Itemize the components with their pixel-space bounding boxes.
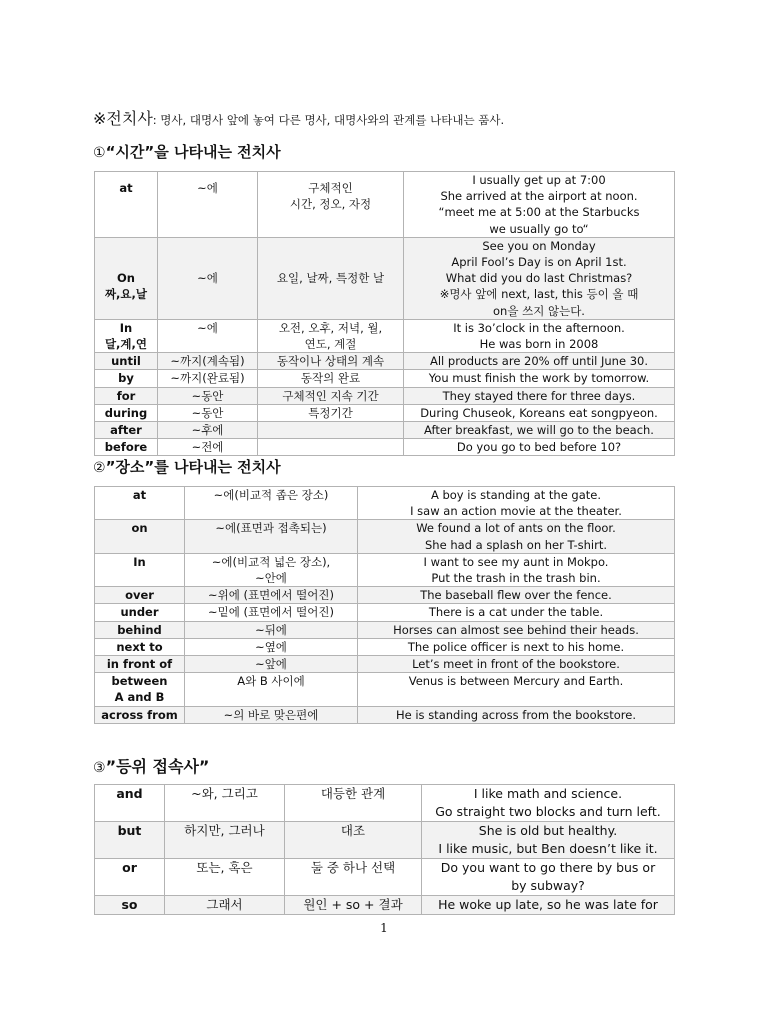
- example-cell: [404, 404, 675, 421]
- preposition-cell: [95, 553, 185, 586]
- intro-text: : 명사, 대명사 앞에 놓여 다른 명사, 대명사와의 관계를 나타내는 품사.: [152, 113, 505, 127]
- table-row: [95, 621, 675, 638]
- example-cell: [404, 422, 675, 439]
- table-row: [95, 439, 675, 456]
- place-prepositions-table: [94, 486, 675, 724]
- example-cell: [358, 604, 675, 621]
- section3-number: ③: [93, 760, 106, 776]
- example-cell: [358, 656, 675, 673]
- table-row: [95, 822, 675, 859]
- example-line: During Chuseok, Koreans eat songpyeon.: [420, 405, 658, 420]
- table-row: [95, 656, 675, 673]
- example-line: April Fool’s Day is on April 1st.: [451, 255, 627, 270]
- preposition-word: A and B: [114, 690, 165, 705]
- conjunction-cell: [95, 896, 165, 915]
- meaning-cell: [185, 706, 358, 723]
- meaning-line: ~앞에: [255, 657, 287, 672]
- usage-line: 연도, 계절: [304, 337, 357, 352]
- table-row: [95, 859, 675, 896]
- example-line: ※명사 앞에 next, last, this 등이 올 때: [439, 287, 639, 302]
- table-row: [95, 604, 675, 621]
- usage-line: 요일, 날짜, 특정한 날: [276, 270, 385, 285]
- usage-cell: [285, 896, 422, 915]
- section2-heading: [93, 456, 281, 477]
- table-row: [95, 706, 675, 723]
- meaning-text: ~와, 그리고: [191, 786, 258, 801]
- usage-line: 동작의 완료: [300, 371, 361, 386]
- preposition-word: for: [116, 388, 136, 403]
- preposition-cell: [95, 587, 185, 604]
- meaning-cell: [185, 587, 358, 604]
- meaning-cell: [185, 656, 358, 673]
- meaning-cell: [165, 859, 285, 896]
- example-line: by subway?: [511, 878, 585, 893]
- meaning-line: ~옆에: [255, 639, 287, 654]
- example-line: It is 3o’clock in the afternoon.: [453, 320, 625, 335]
- meaning-cell: [185, 553, 358, 586]
- example-cell: [358, 706, 675, 723]
- example-line: He was born in 2008: [479, 337, 599, 352]
- preposition-cell: [95, 422, 158, 439]
- meaning-cell: [165, 896, 285, 915]
- meaning-text: 그래서: [206, 897, 243, 912]
- table-row: [95, 422, 675, 439]
- table-row: [95, 673, 675, 706]
- meaning-text: ~에: [197, 320, 218, 335]
- example-line: I saw an action movie at the theater.: [410, 504, 622, 519]
- preposition-word: after: [110, 423, 142, 438]
- meaning-line: A와 B 사이에: [237, 674, 305, 689]
- preposition-word: between: [111, 674, 168, 689]
- table-row: [95, 237, 675, 319]
- preposition-word: In: [133, 554, 146, 569]
- preposition-cell: [95, 706, 185, 723]
- example-line: He is standing across from the bookstore.: [395, 707, 637, 722]
- example-cell: [404, 172, 675, 238]
- table-row: [95, 587, 675, 604]
- preposition-word: by: [118, 371, 134, 386]
- conjunction-word: but: [117, 823, 142, 838]
- example-line: We found a lot of ants on the floor.: [416, 521, 616, 536]
- preposition-cell: [95, 487, 185, 520]
- example-cell: [358, 587, 675, 604]
- example-line: “meet me at 5:00 at the Starbucks: [438, 205, 640, 220]
- table-row: [95, 353, 675, 370]
- conjunction-cell: [95, 785, 165, 822]
- usage-cell: [258, 387, 404, 404]
- time-prepositions-table: [94, 171, 675, 456]
- usage-cell: [258, 439, 404, 456]
- example-cell: [404, 370, 675, 387]
- meaning-text: ~에: [197, 181, 218, 195]
- meaning-line: ~에(표면과 접촉되는): [215, 521, 327, 536]
- preposition-cell: [95, 520, 185, 553]
- table-row: [95, 896, 675, 915]
- meaning-line: ~안에: [255, 571, 287, 586]
- usage-cell: [258, 422, 404, 439]
- example-line: She had a splash on her T-shirt.: [425, 537, 607, 552]
- meaning-line: ~뒤에: [255, 622, 287, 637]
- section3-heading: [93, 754, 209, 777]
- usage-line: 구체적인: [308, 181, 353, 195]
- usage-text: 대조: [340, 823, 366, 838]
- preposition-cell: [95, 387, 158, 404]
- example-cell: [404, 237, 675, 319]
- page-number: 1: [380, 921, 388, 935]
- table-row: [95, 638, 675, 655]
- meaning-cell: [158, 370, 258, 387]
- preposition-cell: [95, 604, 185, 621]
- example-line: See you on Monday: [482, 238, 596, 253]
- meaning-cell: [185, 520, 358, 553]
- section1-title: “시간”을 나타내는 전치사: [105, 143, 281, 161]
- usage-cell: [258, 404, 404, 421]
- table-row: [95, 387, 675, 404]
- meaning-cell: [158, 319, 258, 352]
- example-line: He woke up late, so he was late for: [438, 897, 658, 912]
- meaning-line: ~에(비교적 좁은 장소): [213, 488, 329, 502]
- usage-line: 특정기간: [308, 405, 353, 420]
- meaning-cell: [158, 172, 258, 238]
- example-line: Let’s meet in front of the bookstore.: [412, 657, 620, 672]
- conjunction-word: so: [121, 897, 138, 912]
- example-line: on을 쓰지 않는다.: [493, 303, 585, 318]
- usage-cell: [258, 319, 404, 352]
- usage-cell: [258, 353, 404, 370]
- usage-text: 대등한 관계: [320, 786, 386, 801]
- preposition-word: under: [120, 605, 159, 620]
- meaning-cell: [165, 785, 285, 822]
- example-line: You must finish the work by tomorrow.: [428, 371, 650, 386]
- usage-line: [260, 439, 401, 455]
- preposition-cell: [95, 673, 185, 706]
- preposition-cell: [95, 404, 158, 421]
- preposition-cell: [95, 370, 158, 387]
- example-line: Horses can almost see behind their heads.: [393, 622, 639, 637]
- meaning-text: 하지만, 그러나: [184, 823, 265, 838]
- usage-line: 동작이나 상태의 계속: [276, 354, 385, 369]
- preposition-cell: [95, 353, 158, 370]
- preposition-word: behind: [117, 622, 162, 637]
- example-cell: [358, 487, 675, 520]
- meaning-text: ~에: [197, 270, 218, 285]
- table-row: [95, 487, 675, 520]
- meaning-text: ~동안: [191, 405, 224, 420]
- usage-line: 구체적인 지속 기간: [282, 388, 379, 403]
- table-row: [95, 785, 675, 822]
- example-line: we usually go to“: [489, 221, 589, 236]
- meaning-cell: [185, 638, 358, 655]
- meaning-cell: [185, 487, 358, 520]
- example-line: They stayed there for three days.: [442, 388, 636, 403]
- preposition-word: next to: [116, 639, 163, 654]
- preposition-cell: [95, 319, 158, 352]
- preposition-word: before: [104, 440, 148, 455]
- section2-number: ②: [93, 460, 106, 476]
- example-cell: [404, 319, 675, 352]
- meaning-line: ~에(비교적 넓은 장소),: [211, 554, 331, 569]
- meaning-text: ~까지(완료됨): [170, 371, 245, 386]
- preposition-word: In: [119, 320, 133, 335]
- example-cell: [404, 439, 675, 456]
- meaning-cell: [165, 822, 285, 859]
- meaning-cell: [158, 439, 258, 456]
- table-row: [95, 172, 675, 238]
- example-line: The baseball flew over the fence.: [420, 588, 612, 603]
- usage-line: [260, 422, 401, 438]
- usage-text: 원인 + so + 결과: [303, 897, 403, 912]
- example-cell: [358, 638, 675, 655]
- meaning-text: ~까지(계속됨): [170, 354, 245, 369]
- meaning-text: ~동안: [191, 388, 224, 403]
- example-line: Do you go to bed before 10?: [456, 440, 622, 455]
- table-row: [95, 553, 675, 586]
- preposition-word: On: [117, 270, 135, 285]
- example-cell: [358, 553, 675, 586]
- preposition-cell: [95, 439, 158, 456]
- preposition-cell: [95, 621, 185, 638]
- preposition-word: on: [131, 521, 148, 536]
- preposition-cell: [95, 656, 185, 673]
- usage-cell: [258, 370, 404, 387]
- meaning-cell: [158, 404, 258, 421]
- example-line: I like math and science.: [473, 786, 623, 801]
- preposition-word: during: [104, 405, 148, 420]
- meaning-cell: [185, 604, 358, 621]
- usage-cell: [285, 785, 422, 822]
- meaning-line: ~의 바로 맞은편에: [223, 707, 319, 722]
- meaning-text: ~후에: [191, 423, 224, 438]
- section2-title: ”장소”를 나타내는 전치사: [105, 458, 281, 476]
- example-line: All products are 20% off until June 30.: [430, 354, 648, 369]
- example-cell: [358, 621, 675, 638]
- meaning-cell: [158, 353, 258, 370]
- preposition-word: across from: [101, 707, 178, 722]
- example-line: Put the trash in the trash bin.: [431, 571, 601, 586]
- example-line: She arrived at the airport at noon.: [440, 189, 638, 204]
- meaning-cell: [158, 237, 258, 319]
- example-line: The police officer is next to his home.: [407, 639, 625, 654]
- example-line: She is old but healthy.: [478, 823, 618, 838]
- meaning-text: 또는, 혹은: [196, 860, 253, 875]
- conjunction-word: and: [116, 786, 143, 801]
- example-cell: [422, 822, 675, 859]
- example-line: There is a cat under the table.: [428, 605, 604, 620]
- usage-line: 오전, 오후, 저녁, 월,: [278, 320, 383, 335]
- example-line: Venus is between Mercury and Earth.: [408, 674, 624, 689]
- meaning-line: ~밑에 (표면에서 떨어진): [208, 605, 334, 620]
- usage-cell: [285, 822, 422, 859]
- usage-cell: [285, 859, 422, 896]
- meaning-cell: [158, 387, 258, 404]
- example-cell: [422, 859, 675, 896]
- usage-cell: [258, 237, 404, 319]
- conjunction-cell: [95, 859, 165, 896]
- preposition-cell: [95, 638, 185, 655]
- example-line: What did you do last Christmas?: [445, 271, 633, 286]
- example-cell: [404, 353, 675, 370]
- preposition-word: at: [132, 488, 147, 502]
- preposition-cell: [95, 172, 158, 238]
- preposition-word: until: [111, 354, 141, 369]
- intro-title: ※전치사: [93, 109, 153, 128]
- meaning-cell: [185, 673, 358, 706]
- table-row: [95, 520, 675, 553]
- table-row: [95, 370, 675, 387]
- preposition-word: 달,계,연: [104, 337, 148, 352]
- meaning-cell: [158, 422, 258, 439]
- usage-line: 시간, 정오, 자정: [289, 197, 372, 212]
- meaning-text: ~전에: [191, 440, 224, 455]
- example-cell: [422, 785, 675, 822]
- example-cell: [358, 520, 675, 553]
- example-cell: [358, 673, 675, 706]
- example-line: After breakfast, we will go to the beach.: [424, 423, 654, 438]
- meaning-cell: [185, 621, 358, 638]
- table-row: [95, 404, 675, 421]
- example-line: I usually get up at 7:00: [472, 173, 606, 187]
- example-cell: [404, 387, 675, 404]
- table-row: [95, 319, 675, 352]
- conjunction-cell: [95, 822, 165, 859]
- section1-heading: [93, 141, 281, 162]
- example-line: I want to see my aunt in Mokpo.: [423, 554, 609, 569]
- preposition-word: in front of: [106, 657, 173, 672]
- example-line: Go straight two blocks and turn left.: [435, 804, 661, 819]
- example-line: I like music, but Ben doesn’t like it.: [438, 841, 658, 856]
- section1-number: ①: [93, 145, 106, 161]
- preposition-word: at: [119, 181, 133, 195]
- preposition-cell: [95, 237, 158, 319]
- usage-text: 둘 중 하나 선택: [310, 860, 396, 875]
- example-line: A boy is standing at the gate.: [430, 488, 602, 502]
- intro-line: [93, 106, 504, 129]
- section3-title: ”등위 접속사”: [105, 757, 210, 776]
- usage-cell: [258, 172, 404, 238]
- preposition-word: over: [125, 588, 154, 603]
- preposition-word: 짜,요,날: [104, 287, 148, 302]
- conjunction-word: or: [122, 860, 137, 875]
- example-cell: [422, 896, 675, 915]
- conjunctions-table: [94, 784, 675, 915]
- meaning-line: ~위에 (표면에서 떨어진): [208, 588, 334, 603]
- example-line: Do you want to go there by bus or: [440, 860, 656, 875]
